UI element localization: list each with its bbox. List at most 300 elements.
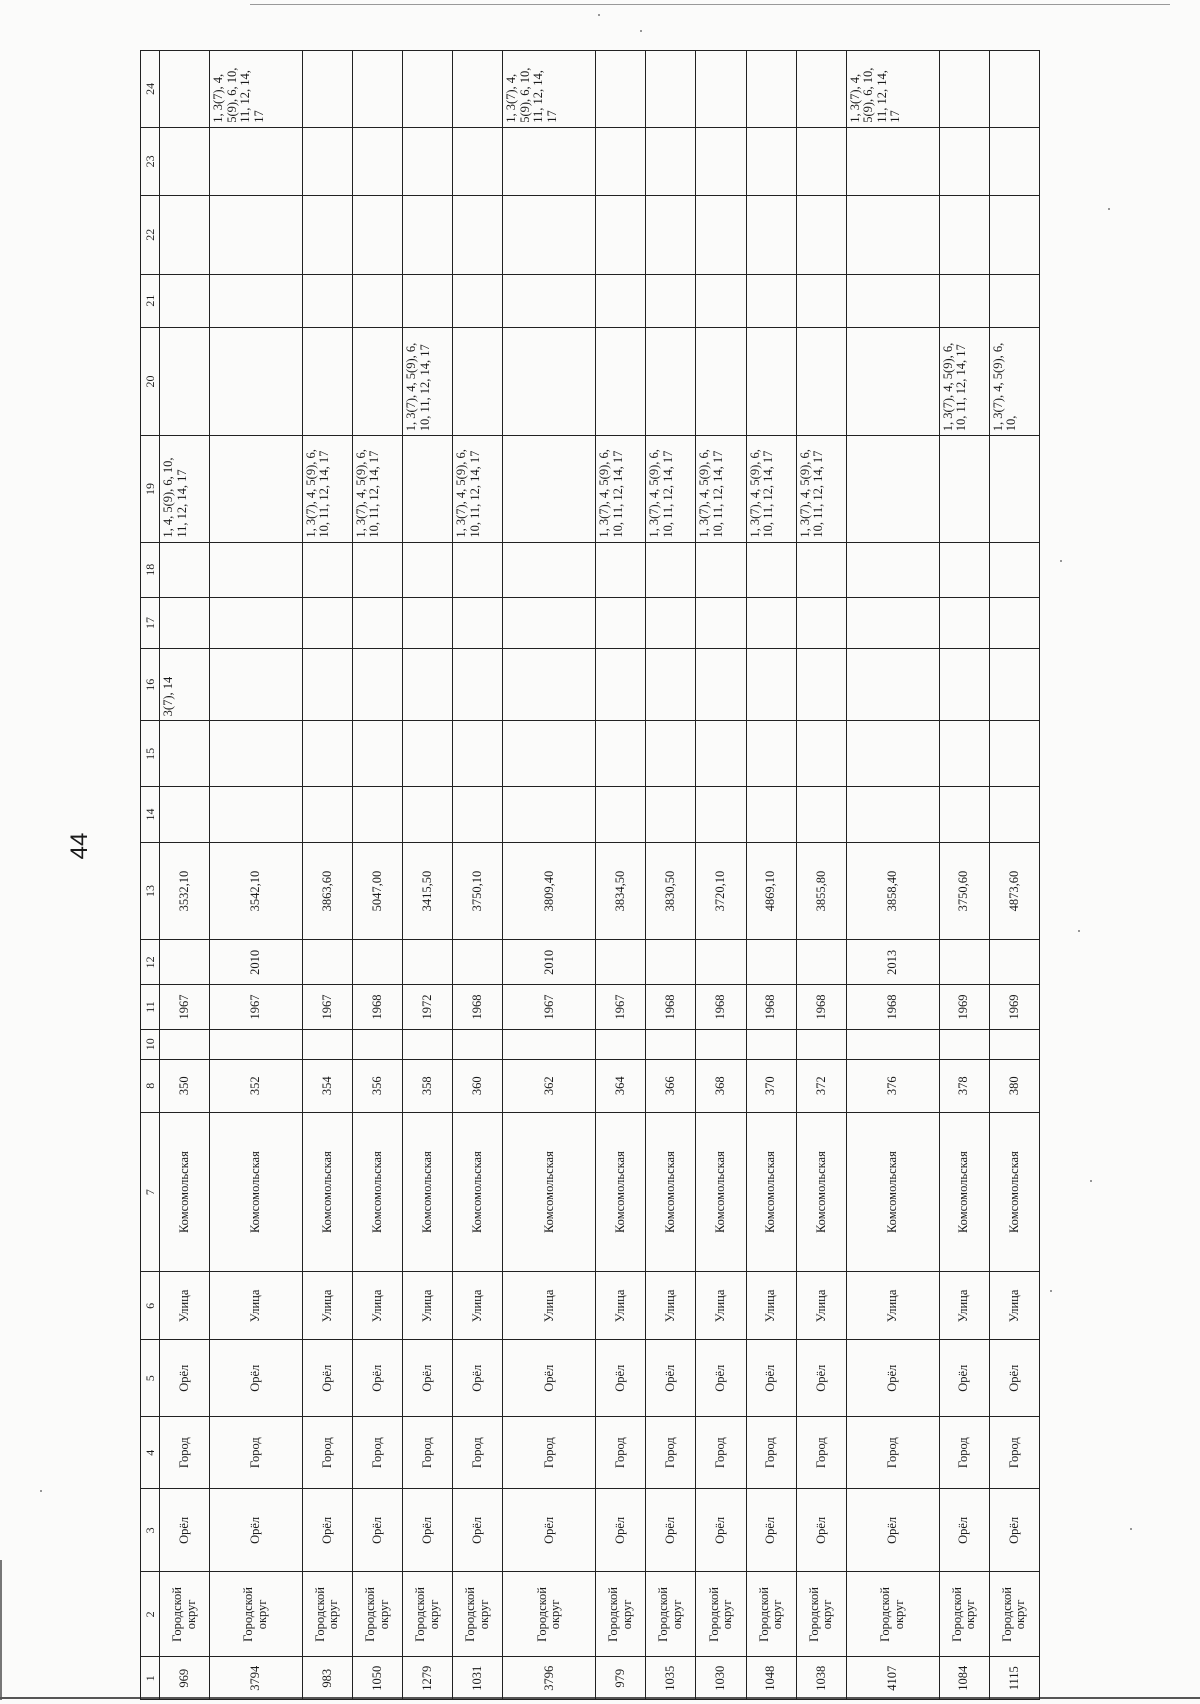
cell-col-17 [352,597,402,648]
cell-col-4: Город [989,1417,1039,1489]
cell-col-17 [453,597,503,648]
cell-col-23 [302,127,352,195]
cell-col-10 [646,1029,696,1059]
cell-col-8: 356 [352,1059,402,1112]
cell-col-14 [646,787,696,842]
cell-col-19: 1, 3(7), 4, 5(9), 6, 10, 11, 12, 14, 17 [352,436,402,542]
cell-col-23 [939,127,989,195]
cell-col-15 [302,721,352,787]
cell-col-3: Орёл [939,1489,989,1572]
cell-col-19 [503,436,596,542]
cell-col-1: 1048 [746,1657,796,1700]
cell-col-6: Улица [302,1272,352,1340]
cell-col-16 [403,649,453,721]
cell-col-7: Комсомольская [989,1112,1039,1272]
cell-col-20 [696,327,746,436]
table-row [596,51,646,1700]
cell-col-24 [596,51,646,128]
cell-col-5: Орёл [160,1340,210,1417]
cell-col-17 [503,597,596,648]
cell-col-12 [989,940,1039,985]
cell-col-18 [989,542,1039,597]
cell-col-6: Улица [503,1272,596,1340]
cell-col-2: Городской округ [160,1572,210,1657]
cell-col-16 [939,649,989,721]
cell-col-13: 3830,50 [646,842,696,940]
cell-col-14 [939,787,989,842]
cell-col-4: Город [453,1417,503,1489]
column-header-23: 23 [141,127,160,195]
column-header-16: 16 [141,649,160,721]
cell-col-10 [846,1029,939,1059]
column-header-1: 1 [141,1657,160,1700]
cell-col-12 [939,940,989,985]
cell-col-5: Орёл [210,1340,303,1417]
cell-col-8: 372 [796,1059,846,1112]
cell-col-6: Улица [939,1272,989,1340]
cell-col-7: Комсомольская [846,1112,939,1272]
cell-col-3: Орёл [646,1489,696,1572]
column-header-19: 19 [141,436,160,542]
cell-col-13: 4869,10 [746,842,796,940]
cell-col-2: Городской округ [796,1572,846,1657]
cell-col-19 [939,436,989,542]
cell-col-1: 1084 [939,1657,989,1700]
cell-col-2: Городской округ [989,1572,1039,1657]
cell-col-4: Город [646,1417,696,1489]
scan-edge-top [250,4,1170,5]
cell-col-11: 1967 [302,985,352,1030]
cell-col-13: 3720,10 [696,842,746,940]
cell-col-17 [596,597,646,648]
cell-col-3: Орёл [846,1489,939,1572]
table-row [453,51,503,1700]
cell-col-13: 3532,10 [160,842,210,940]
column-header-12: 12 [141,940,160,985]
cell-col-20 [210,327,303,436]
cell-col-12 [160,940,210,985]
cell-col-1: 983 [302,1657,352,1700]
cell-col-20: 1, 3(7), 4, 5(9), 6, 10, 11, 12, 14, 17 [403,327,453,436]
cell-col-20 [160,327,210,436]
cell-col-7: Комсомольская [160,1112,210,1272]
cell-col-13: 5047,00 [352,842,402,940]
cell-col-13: 3415,50 [403,842,453,940]
cell-col-10 [989,1029,1039,1059]
cell-col-13: 3855,80 [796,842,846,940]
cell-col-15 [503,721,596,787]
cell-col-23 [696,127,746,195]
cell-col-7: Комсомольская [596,1112,646,1272]
cell-col-22 [403,195,453,274]
cell-col-7: Комсомольская [796,1112,846,1272]
cell-col-4: Город [846,1417,939,1489]
cell-col-5: Орёл [646,1340,696,1417]
cell-col-14 [210,787,303,842]
scan-edge-left [0,1560,2,1700]
cell-col-14 [403,787,453,842]
cell-col-4: Город [939,1417,989,1489]
cell-col-24 [939,51,989,128]
table-row [939,51,989,1700]
cell-col-24 [646,51,696,128]
cell-col-21 [846,274,939,327]
cell-col-18 [939,542,989,597]
table-body [160,51,1040,1700]
cell-col-13: 3542,10 [210,842,303,940]
cell-col-18 [846,542,939,597]
cell-col-22 [210,195,303,274]
cell-col-23 [403,127,453,195]
cell-col-12 [746,940,796,985]
cell-col-24 [989,51,1039,128]
cell-col-6: Улица [696,1272,746,1340]
cell-col-3: Орёл [596,1489,646,1572]
cell-col-15 [352,721,402,787]
cell-col-8: 366 [646,1059,696,1112]
cell-col-8: 358 [403,1059,453,1112]
cell-col-4: Город [160,1417,210,1489]
cell-col-1: 1115 [989,1657,1039,1700]
cell-col-11: 1968 [746,985,796,1030]
column-header-22: 22 [141,195,160,274]
cell-col-1: 1035 [646,1657,696,1700]
cell-col-24 [746,51,796,128]
cell-col-22 [503,195,596,274]
cell-col-13: 4873,60 [989,842,1039,940]
cell-col-14 [453,787,503,842]
cell-col-1: 1030 [696,1657,746,1700]
cell-col-17 [746,597,796,648]
cell-col-17 [403,597,453,648]
cell-col-21 [302,274,352,327]
cell-col-10 [210,1029,303,1059]
cell-col-18 [503,542,596,597]
table-row [210,51,303,1700]
column-header-6: 6 [141,1272,160,1340]
cell-col-7: Комсомольская [503,1112,596,1272]
cell-col-22 [352,195,402,274]
cell-col-12: 2013 [846,940,939,985]
cell-col-2: Городской округ [403,1572,453,1657]
cell-col-17 [989,597,1039,648]
cell-col-7: Комсомольская [352,1112,402,1272]
cell-col-20: 1, 3(7), 4, 5(9), 6, 10, [989,327,1039,436]
cell-col-20 [796,327,846,436]
cell-col-7: Комсомольская [696,1112,746,1272]
cell-col-12 [696,940,746,985]
cell-col-12 [352,940,402,985]
cell-col-20: 1, 3(7), 4, 5(9), 6, 10, 11, 12, 14, 17 [939,327,989,436]
cell-col-16: 3(7), 14 [160,649,210,721]
cell-col-10 [302,1029,352,1059]
cell-col-5: Орёл [596,1340,646,1417]
cell-col-20 [352,327,402,436]
cell-col-5: Орёл [989,1340,1039,1417]
cell-col-21 [939,274,989,327]
column-header-17: 17 [141,597,160,648]
cell-col-18 [796,542,846,597]
cell-col-13: 3750,10 [453,842,503,940]
column-header-8: 8 [141,1059,160,1112]
cell-col-12 [646,940,696,985]
cell-col-19 [846,436,939,542]
cell-col-22 [646,195,696,274]
cell-col-10 [596,1029,646,1059]
cell-col-19: 1, 3(7), 4, 5(9), 6, 10, 11, 12, 14, 17 [453,436,503,542]
table-row [403,51,453,1700]
cell-col-11: 1969 [939,985,989,1030]
cell-col-21 [160,274,210,327]
cell-col-15 [796,721,846,787]
cell-col-8: 352 [210,1059,303,1112]
cell-col-12 [453,940,503,985]
cell-col-21 [403,274,453,327]
cell-col-18 [453,542,503,597]
cell-col-16 [503,649,596,721]
cell-col-11: 1967 [596,985,646,1030]
cell-col-6: Улица [989,1272,1039,1340]
cell-col-11: 1968 [696,985,746,1030]
cell-col-1: 1279 [403,1657,453,1700]
scan-speck [1060,560,1062,562]
cell-col-17 [160,597,210,648]
cell-col-20 [302,327,352,436]
cell-col-23 [453,127,503,195]
cell-col-11: 1967 [210,985,303,1030]
cell-col-7: Комсомольская [453,1112,503,1272]
cell-col-3: Орёл [403,1489,453,1572]
cell-col-10 [403,1029,453,1059]
cell-col-3: Орёл [453,1489,503,1572]
cell-col-21 [210,274,303,327]
cell-col-7: Комсомольская [939,1112,989,1272]
cell-col-4: Город [302,1417,352,1489]
cell-col-20 [746,327,796,436]
cell-col-7: Комсомольская [403,1112,453,1272]
cell-col-14 [746,787,796,842]
cell-col-11: 1967 [160,985,210,1030]
cell-col-22 [746,195,796,274]
housing-register-table [140,50,1040,1700]
cell-col-24 [696,51,746,128]
cell-col-19 [210,436,303,542]
cell-col-11: 1969 [989,985,1039,1030]
cell-col-7: Комсомольская [302,1112,352,1272]
cell-col-10 [746,1029,796,1059]
table-header-row [141,51,160,1700]
rotated-sheet [140,50,1040,1700]
cell-col-2: Городской округ [746,1572,796,1657]
cell-col-1: 4107 [846,1657,939,1700]
cell-col-5: Орёл [939,1340,989,1417]
cell-col-17 [210,597,303,648]
cell-col-18 [352,542,402,597]
scan-speck [1108,208,1110,210]
cell-col-16 [302,649,352,721]
cell-col-11: 1967 [503,985,596,1030]
cell-col-3: Орёл [696,1489,746,1572]
cell-col-24 [160,51,210,128]
cell-col-6: Улица [453,1272,503,1340]
cell-col-22 [989,195,1039,274]
cell-col-15 [939,721,989,787]
cell-col-8: 370 [746,1059,796,1112]
cell-col-6: Улица [846,1272,939,1340]
cell-col-21 [352,274,402,327]
cell-col-18 [160,542,210,597]
cell-col-22 [846,195,939,274]
table-row [846,51,939,1700]
cell-col-17 [796,597,846,648]
cell-col-24 [453,51,503,128]
column-header-4: 4 [141,1417,160,1489]
cell-col-15 [696,721,746,787]
cell-col-15 [746,721,796,787]
cell-col-5: Орёл [403,1340,453,1417]
cell-col-13: 3863,60 [302,842,352,940]
cell-col-16 [696,649,746,721]
cell-col-5: Орёл [302,1340,352,1417]
table-row [302,51,352,1700]
column-header-13: 13 [141,842,160,940]
cell-col-16 [352,649,402,721]
cell-col-19: 1, 3(7), 4, 5(9), 6, 10, 11, 12, 14, 17 [646,436,696,542]
cell-col-12 [596,940,646,985]
cell-col-24 [403,51,453,128]
cell-col-8: 354 [302,1059,352,1112]
table-row [796,51,846,1700]
cell-col-23 [846,127,939,195]
cell-col-3: Орёл [796,1489,846,1572]
cell-col-10 [453,1029,503,1059]
table-row [696,51,746,1700]
cell-col-10 [939,1029,989,1059]
cell-col-24: 1, 3(7), 4, 5(9), 6, 10, 11, 12, 14, 17 [503,51,596,128]
cell-col-14 [352,787,402,842]
cell-col-5: Орёл [846,1340,939,1417]
cell-col-23 [210,127,303,195]
cell-col-17 [846,597,939,648]
cell-col-18 [210,542,303,597]
scan-speck [40,1490,42,1492]
cell-col-21 [453,274,503,327]
cell-col-14 [302,787,352,842]
cell-col-18 [746,542,796,597]
column-header-2: 2 [141,1572,160,1657]
cell-col-5: Орёл [453,1340,503,1417]
cell-col-11: 1968 [796,985,846,1030]
cell-col-8: 350 [160,1059,210,1112]
scan-speck [1050,1290,1052,1292]
cell-col-8: 368 [696,1059,746,1112]
cell-col-21 [646,274,696,327]
cell-col-15 [646,721,696,787]
column-header-7: 7 [141,1112,160,1272]
cell-col-1: 969 [160,1657,210,1700]
cell-col-13: 3750,60 [939,842,989,940]
cell-col-10 [796,1029,846,1059]
cell-col-10 [503,1029,596,1059]
cell-col-4: Город [352,1417,402,1489]
cell-col-2: Городской округ [696,1572,746,1657]
cell-col-10 [696,1029,746,1059]
cell-col-2: Городской округ [939,1572,989,1657]
cell-col-22 [696,195,746,274]
cell-col-18 [596,542,646,597]
cell-col-2: Городской округ [352,1572,402,1657]
cell-col-15 [210,721,303,787]
cell-col-22 [596,195,646,274]
table-row [989,51,1039,1700]
cell-col-16 [846,649,939,721]
cell-col-15 [453,721,503,787]
cell-col-21 [746,274,796,327]
cell-col-23 [746,127,796,195]
column-header-3: 3 [141,1489,160,1572]
cell-col-10 [352,1029,402,1059]
cell-col-8: 362 [503,1059,596,1112]
cell-col-19: 1, 3(7), 4, 5(9), 6, 10, 11, 12, 14, 17 [596,436,646,542]
cell-col-13: 3834,50 [596,842,646,940]
column-header-14: 14 [141,787,160,842]
cell-col-4: Город [796,1417,846,1489]
cell-col-1: 979 [596,1657,646,1700]
table-row [746,51,796,1700]
cell-col-8: 378 [939,1059,989,1112]
cell-col-1: 1050 [352,1657,402,1700]
cell-col-19 [989,436,1039,542]
cell-col-12: 2010 [210,940,303,985]
cell-col-22 [302,195,352,274]
cell-col-12 [302,940,352,985]
cell-col-23 [160,127,210,195]
cell-col-15 [596,721,646,787]
column-header-5: 5 [141,1340,160,1417]
cell-col-4: Город [403,1417,453,1489]
table-row [160,51,210,1700]
cell-col-11: 1968 [846,985,939,1030]
cell-col-16 [989,649,1039,721]
cell-col-14 [596,787,646,842]
cell-col-21 [989,274,1039,327]
cell-col-19: 1, 3(7), 4, 5(9), 6, 10, 11, 12, 14, 17 [796,436,846,542]
cell-col-4: Город [746,1417,796,1489]
cell-col-19: 1, 3(7), 4, 5(9), 6, 10, 11, 12, 14, 17 [696,436,746,542]
cell-col-20 [846,327,939,436]
cell-col-21 [596,274,646,327]
cell-col-3: Орёл [746,1489,796,1572]
scan-speck [1130,1528,1132,1530]
cell-col-14 [846,787,939,842]
cell-col-6: Улица [352,1272,402,1340]
cell-col-7: Комсомольская [646,1112,696,1272]
cell-col-6: Улица [403,1272,453,1340]
cell-col-24 [302,51,352,128]
cell-col-5: Орёл [696,1340,746,1417]
cell-col-19 [403,436,453,542]
cell-col-22 [160,195,210,274]
cell-col-23 [503,127,596,195]
cell-col-23 [989,127,1039,195]
cell-col-19: 1, 4, 5(9), 6, 10, 11, 12, 14, 17 [160,436,210,542]
cell-col-20 [503,327,596,436]
column-header-21: 21 [141,274,160,327]
column-header-20: 20 [141,327,160,436]
cell-col-16 [596,649,646,721]
cell-col-12: 2010 [503,940,596,985]
cell-col-18 [696,542,746,597]
